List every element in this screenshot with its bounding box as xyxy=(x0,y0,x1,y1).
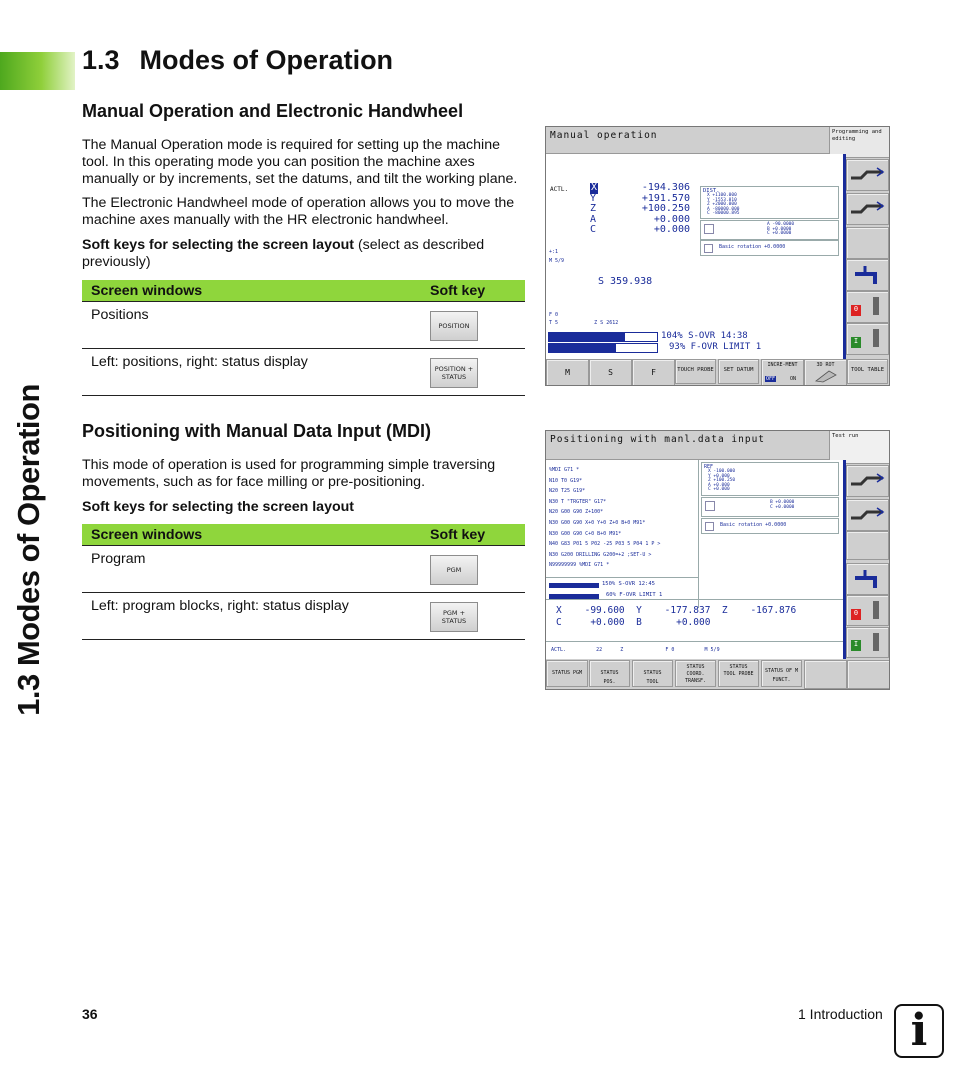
position-status-softkey[interactable]: POSITION + STATUS xyxy=(430,358,478,388)
rotation-icon xyxy=(705,501,715,511)
divider xyxy=(546,599,843,600)
program-line[interactable]: N30 T "TRGTER" G17* xyxy=(549,498,607,505)
pgm-switch-key-2[interactable] xyxy=(846,193,889,225)
basic-rotation-icon xyxy=(705,522,714,531)
chapter-tab-marker xyxy=(0,52,75,90)
program-line[interactable]: N40 G83 P01 5 P02 -25 P03 5 P04 1 P > xyxy=(549,541,661,548)
pgm-switch-key-2[interactable] xyxy=(846,499,889,531)
softkey-status-pos[interactable]: STATUS POS. xyxy=(589,660,630,687)
spindle-start-key[interactable] xyxy=(846,627,889,658)
softkey-empty-2[interactable] xyxy=(847,660,890,689)
axis-row: C +0.000 xyxy=(590,224,690,235)
table-header-windows: Screen windows xyxy=(82,280,430,302)
table-header-softkey: Soft key xyxy=(430,280,525,302)
pgm-softkey[interactable]: PGM xyxy=(430,555,478,585)
table-row: Left: program blocks, right: status display PGM + STATUS xyxy=(82,593,525,640)
axis-row: Z +100.250 xyxy=(590,203,690,214)
spindle-icon xyxy=(873,297,879,315)
mdi-softkey-table xyxy=(82,524,525,640)
stop-indicator: 0 xyxy=(851,305,861,316)
axis-row: Y +191.570 xyxy=(590,192,690,204)
axis-position-list xyxy=(590,183,690,236)
program-line[interactable]: N20 T25 G19* xyxy=(549,488,586,495)
softkey-bar xyxy=(546,359,889,385)
position-softkey[interactable]: POSITION xyxy=(430,311,478,341)
softkey-tool-table[interactable]: TOOL TABLE xyxy=(847,359,888,384)
pgm-switch-key-1[interactable] xyxy=(846,159,889,191)
table-header-windows: Screen windows xyxy=(82,524,430,546)
softkey-f[interactable]: F xyxy=(632,359,675,386)
screen-mode-corner: Programming and editing xyxy=(829,127,890,158)
manual-para-1: The Manual Operation mode is required for setting up the machine tool. In this operating mode you can position the machine axes manually or by increments, set the datums, and tilt the working plane. xyxy=(82,137,518,187)
table-row: Positions POSITION xyxy=(82,302,525,349)
pgm-status-softkey[interactable]: PGM + STATUS xyxy=(430,602,478,632)
manual-operation-screen: Manual operation Programming and editing ACTL. X -194.306 Y +191.570 Z +100.250 A +0.000 C +0.000 DIST. X +1100.000 Y -1553.810 Z +2000.000 A -80000.000 C -80000.895 A -90.0000 B +0.0000 C +0.0000 Basic rotation +0.0000 +:1 M 5/9 S 359.938 F 0 T 5 Z S 2612 104% S-OVR 14:38 93% F-OVR LIMIT 1 0 I M S F TOUCH PROBE SET DATUM INCRE-MENT OFF ON 3D ROT TOOL TABLE xyxy=(545,126,890,386)
screen-title-bar: Manual operation xyxy=(546,127,829,154)
info-icon: i xyxy=(894,1004,944,1058)
spindle-start-key[interactable] xyxy=(846,323,889,355)
screen-left-info: +:1 M 5/9 xyxy=(549,249,565,264)
blank-key[interactable] xyxy=(846,531,889,560)
manual-para-2: The Electronic Handwheel mode of operation allows you to move the machine axes manually with the HR electronic handwheel. xyxy=(82,195,515,228)
spindle-override-bar xyxy=(549,583,599,588)
mdi-heading: Positioning with Manual Data Input (MDI) xyxy=(82,421,431,441)
stop-indicator: 0 xyxy=(851,609,861,620)
divider xyxy=(546,641,843,642)
spindle-speed: S 359.938 xyxy=(598,276,653,287)
rotation-status-box: A -90.0000 B +0.0000 C +0.0000 xyxy=(700,220,839,240)
spindle-icon xyxy=(873,329,879,347)
program-line[interactable]: N30 G00 G90 C+0 B+0 M91* xyxy=(549,530,622,537)
basic-rotation-box: Basic rotation +0.0000 xyxy=(701,518,839,534)
section-title: 1.3 Modes of Operation xyxy=(82,45,394,75)
mdi-softkeys-intro: Soft keys for selecting the screen layout xyxy=(82,499,355,515)
program-line[interactable]: N30 G200 DRILLING G200=+2 ;SET-U > xyxy=(549,551,652,558)
manual-softkeys-intro: Soft keys for selecting the screen layout (select as described previously) xyxy=(82,237,485,270)
spindle-stop-key[interactable] xyxy=(846,595,889,626)
screen-title-bar: Positioning with manl.data input xyxy=(546,431,829,460)
manual-heading: Manual Operation and Electronic Handwheel xyxy=(82,101,464,121)
table-header-softkey: Soft key xyxy=(430,524,525,546)
chapter-footer: 1 Introduction xyxy=(798,1006,883,1022)
axis-row: X -194.306 xyxy=(591,182,690,193)
feed-override-fill xyxy=(549,344,616,352)
actual-position-row-2: C +0.000 B +0.000 xyxy=(556,617,711,628)
pgm-switch-key-1[interactable] xyxy=(846,465,889,497)
softkey-set-datum[interactable]: SET DATUM xyxy=(718,359,759,384)
softkey-empty-1[interactable] xyxy=(804,660,847,689)
status-line: ACTL. 22 Z F 0 M 5/9 xyxy=(551,647,720,653)
softkey-m[interactable]: M xyxy=(546,359,589,386)
program-mode-icon xyxy=(847,194,888,224)
ref-status-box: REF X -100.000 Y +0.000 Z +100.250 A +0.000 C +0.000 xyxy=(701,462,839,496)
rotation-status-box: B +0.0000 C +0.0000 xyxy=(701,497,839,517)
machine-mode-icon xyxy=(847,466,888,496)
spindle-icon xyxy=(873,633,879,651)
spindle-override-bar xyxy=(548,332,658,342)
column-divider xyxy=(698,460,699,608)
start-indicator: I xyxy=(851,337,861,348)
spindle-icon xyxy=(873,601,879,619)
coolant-key[interactable] xyxy=(846,259,889,291)
softkey-s[interactable]: S xyxy=(589,359,632,386)
softkey-status-m-funct[interactable]: STATUS OF M FUNCT. xyxy=(761,660,802,687)
manual-softkey-table xyxy=(82,280,525,396)
mdi-program-listing xyxy=(549,465,699,571)
divider xyxy=(546,577,698,578)
softkey-status-pgm[interactable]: STATUS PGM xyxy=(546,660,588,687)
softkey-touch-probe[interactable]: TOUCH PROBE xyxy=(675,359,716,384)
program-line[interactable]: N20 G00 G90 Z+100* xyxy=(549,509,604,516)
start-indicator: I xyxy=(851,640,861,651)
table-row: Left: positions, right: status display POSITION + STATUS xyxy=(82,349,525,396)
table-row: Program PGM xyxy=(82,546,525,593)
softkey-increment[interactable]: INCRE-MENT OFF ON xyxy=(761,359,804,386)
3d-rotation-icon xyxy=(815,369,837,383)
spindle-override-fill xyxy=(549,333,625,341)
dist-status-box: DIST. X +1100.000 Y -1553.810 Z +2000.000 A -80000.000 C -80000.895 xyxy=(700,186,839,219)
program-line[interactable]: N10 T0 G19* xyxy=(549,477,583,484)
screen-mode-corner: Test run xyxy=(829,431,890,464)
basic-rotation-icon xyxy=(704,244,713,253)
coolant-tap-icon xyxy=(847,260,888,290)
coolant-tap-icon xyxy=(847,564,888,594)
softkey-3d-rot[interactable]: 3D ROT xyxy=(804,359,847,386)
page-number: 36 xyxy=(82,1006,98,1022)
program-line[interactable]: %MDI G71 * xyxy=(549,467,580,473)
axis-row: A +0.000 xyxy=(590,213,690,225)
mdi-screen: Positioning with manl.data input Test run %MDI G71 * N10 T0 G19* N20 T25 G19* N30 T "TRGTER" G17* N20 G00 G90 Z+100* N30 G00 G90 X+0 Y+0 Z+0 B+0 M91* N30 G00 G90 C+0 B+0 M91* N40 G83 P01 5 P02 -25 P03 5 P04 1 P > N30 G200 DRILLING G200=+2 ;SET-U > N99999999 %MDI G71 * REF X -100.000 Y +0.000 Z +100.250 A +0.000 C +0.000 B +0.0000 C +0.0000 Basic rotation +0.0000 150% S-OVR 12:45 60% F-OVR LIMIT 1 X -99.600 Y -177.837 Z -167.876 C +0.000 B +0.000 ACTL. 22 Z F 0 M 5/9 0 I STATUS PGM STATUS POS. STATUS TOOL STATUS COORD. TRANSF. STATUS TOOL PROBE STATUS OF M FUNCT. xyxy=(545,430,890,690)
program-line[interactable]: N99999999 %MDI G71 * xyxy=(549,562,610,569)
softkey-bar xyxy=(546,660,889,689)
program-line[interactable]: N30 G00 G90 X+0 Y+0 Z+0 B+0 M91* xyxy=(549,519,646,526)
mdi-para-1: This mode of operation is used for programming simple traversing movements, such as for face milling or pre-positioning. xyxy=(82,457,496,490)
rotation-icon xyxy=(704,224,714,234)
spindle-stop-key[interactable] xyxy=(846,291,889,323)
coolant-key[interactable] xyxy=(846,563,889,595)
feed-override-bar xyxy=(548,343,658,353)
machine-mode-icon xyxy=(847,160,888,190)
softkey-status-coord-transf[interactable]: STATUS COORD. TRANSF. xyxy=(675,660,716,687)
basic-rotation-box: Basic rotation +0.0000 xyxy=(700,240,839,256)
softkey-status-tool[interactable]: STATUS TOOL xyxy=(632,660,673,687)
blank-key[interactable] xyxy=(846,227,889,259)
softkey-status-tool-probe[interactable]: STATUS TOOL PROBE xyxy=(718,660,759,687)
actual-position-row-1: X -99.600 Y -177.837 Z -167.876 xyxy=(556,605,797,616)
program-mode-icon xyxy=(847,500,888,530)
